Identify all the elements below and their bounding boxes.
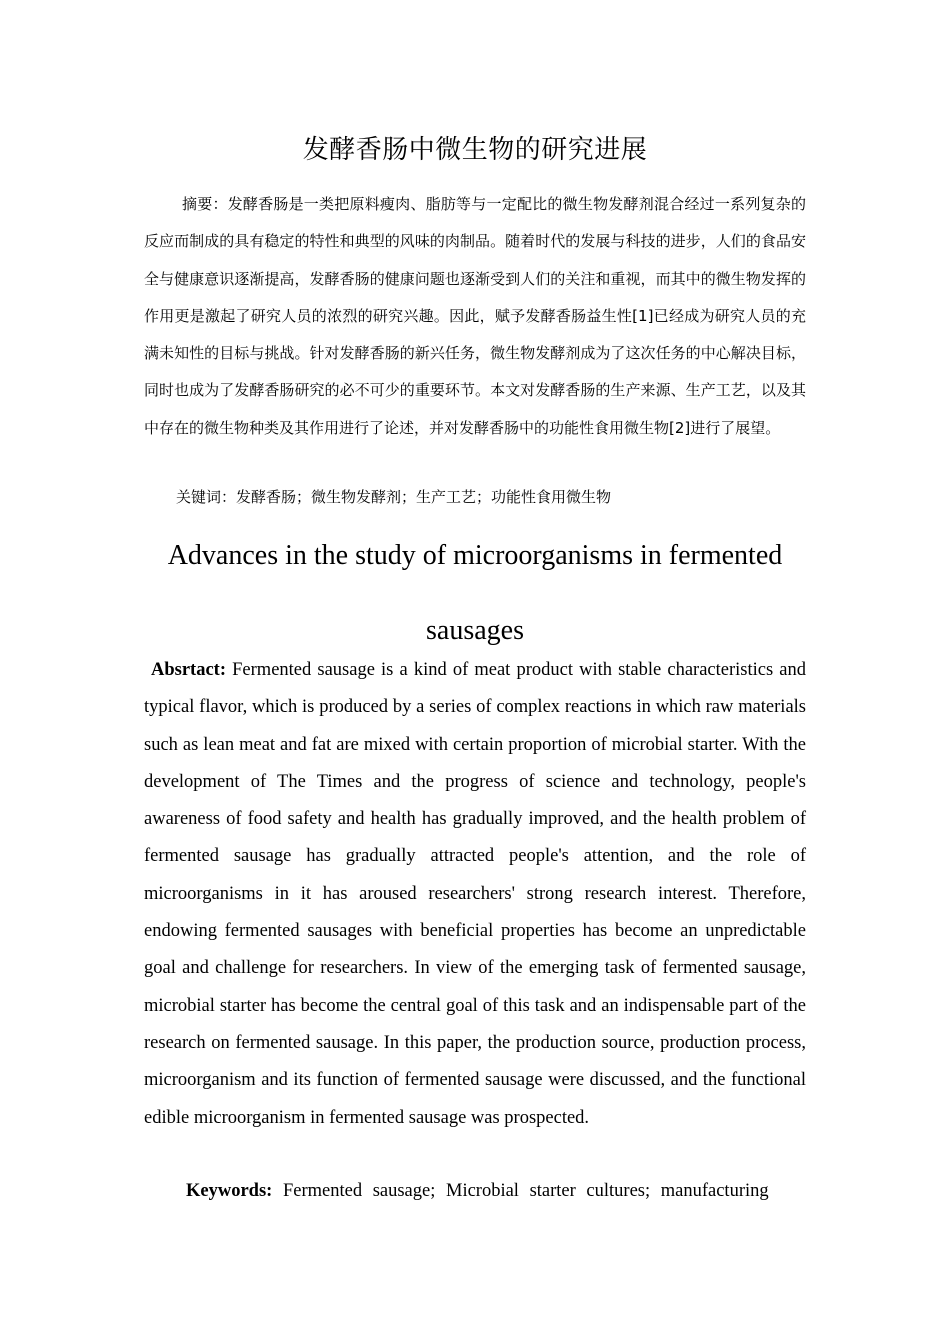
english-keywords-text: Fermented sausage; Microbial starter cultures; manufacturing bbox=[282, 1181, 769, 1201]
chinese-abstract-label: 摘要： bbox=[182, 195, 228, 213]
chinese-keywords-text: 发酵香肠；微生物发酵剂；生产工艺；功能性食用微生物 bbox=[236, 488, 612, 506]
chinese-abstract bbox=[144, 186, 806, 447]
chinese-title: 发酵香肠中微生物的研究进展 bbox=[302, 135, 648, 165]
english-title: Advances in the study of microorganisms in fermented sausages bbox=[167, 540, 783, 646]
chinese-abstract-text: 发酵香肠是一类把原料瘦肉、脂肪等与一定配比的微生物发酵剂混合经过一系列复杂的反应而制成的具有稳定的特性和典型的风味的肉制品。随着时代的发展与科技的进步，人们的食品安全与健康意识逐渐提高，发酵香肠的健康问题也逐渐受到人们的关注和重视，而其中的微生物发挥的作用更是激起了研究人员的浓烈的研究兴趣。因此，赋予发酵香肠益生性[1]已经成为研究人员的充满未知性的目标与挑战。针对发酵香肠的新兴任务，微生物发酵剂成为了这次任务的中心解决目标，同时也成为了发酵香肠研究的必不可少的重要环节。本文对发酵香肠的生产来源、生产工艺，以及其中存在的微生物种类及其作用进行了论述，并对发酵香肠中的功能性食用微生物[2]进行了展望。 bbox=[144, 195, 806, 437]
english-abstract-text: Fermented sausage is a kind of meat product with stable characteristics and typical flavor, which is produced by a series of complex reactions in which raw materials such as lean meat and fat are mixed with certain proportion of microbial starter. With the development of The Times and the progress of science and technology, people's awareness of food safety and health has gradually improved, and the health problem of fermented sausage has gradually attracted people's attention, and the role of microorganisms in it has aroused researchers' strong research interest. Therefore, endowing fermented sausages with beneficial properties has become an unpredictable goal and challenge for researchers. In view of the emerging task of fermented sausage, microbial starter has become the central goal of this task and an indispensable part of the research on fermented sausage. In this paper, the production source, production process, microorganism and its function of fermented sausage were discussed, and the functional edible microorganism in fermented sausage was prospected. bbox=[144, 660, 806, 1128]
english-abstract-label: Absrtact: bbox=[151, 660, 227, 680]
english-keywords bbox=[144, 1173, 806, 1210]
chinese-keywords-label: 关键词： bbox=[176, 488, 237, 506]
english-keywords-label: Keywords: bbox=[186, 1181, 273, 1201]
chinese-keywords bbox=[144, 482, 806, 512]
english-abstract bbox=[144, 652, 806, 1137]
